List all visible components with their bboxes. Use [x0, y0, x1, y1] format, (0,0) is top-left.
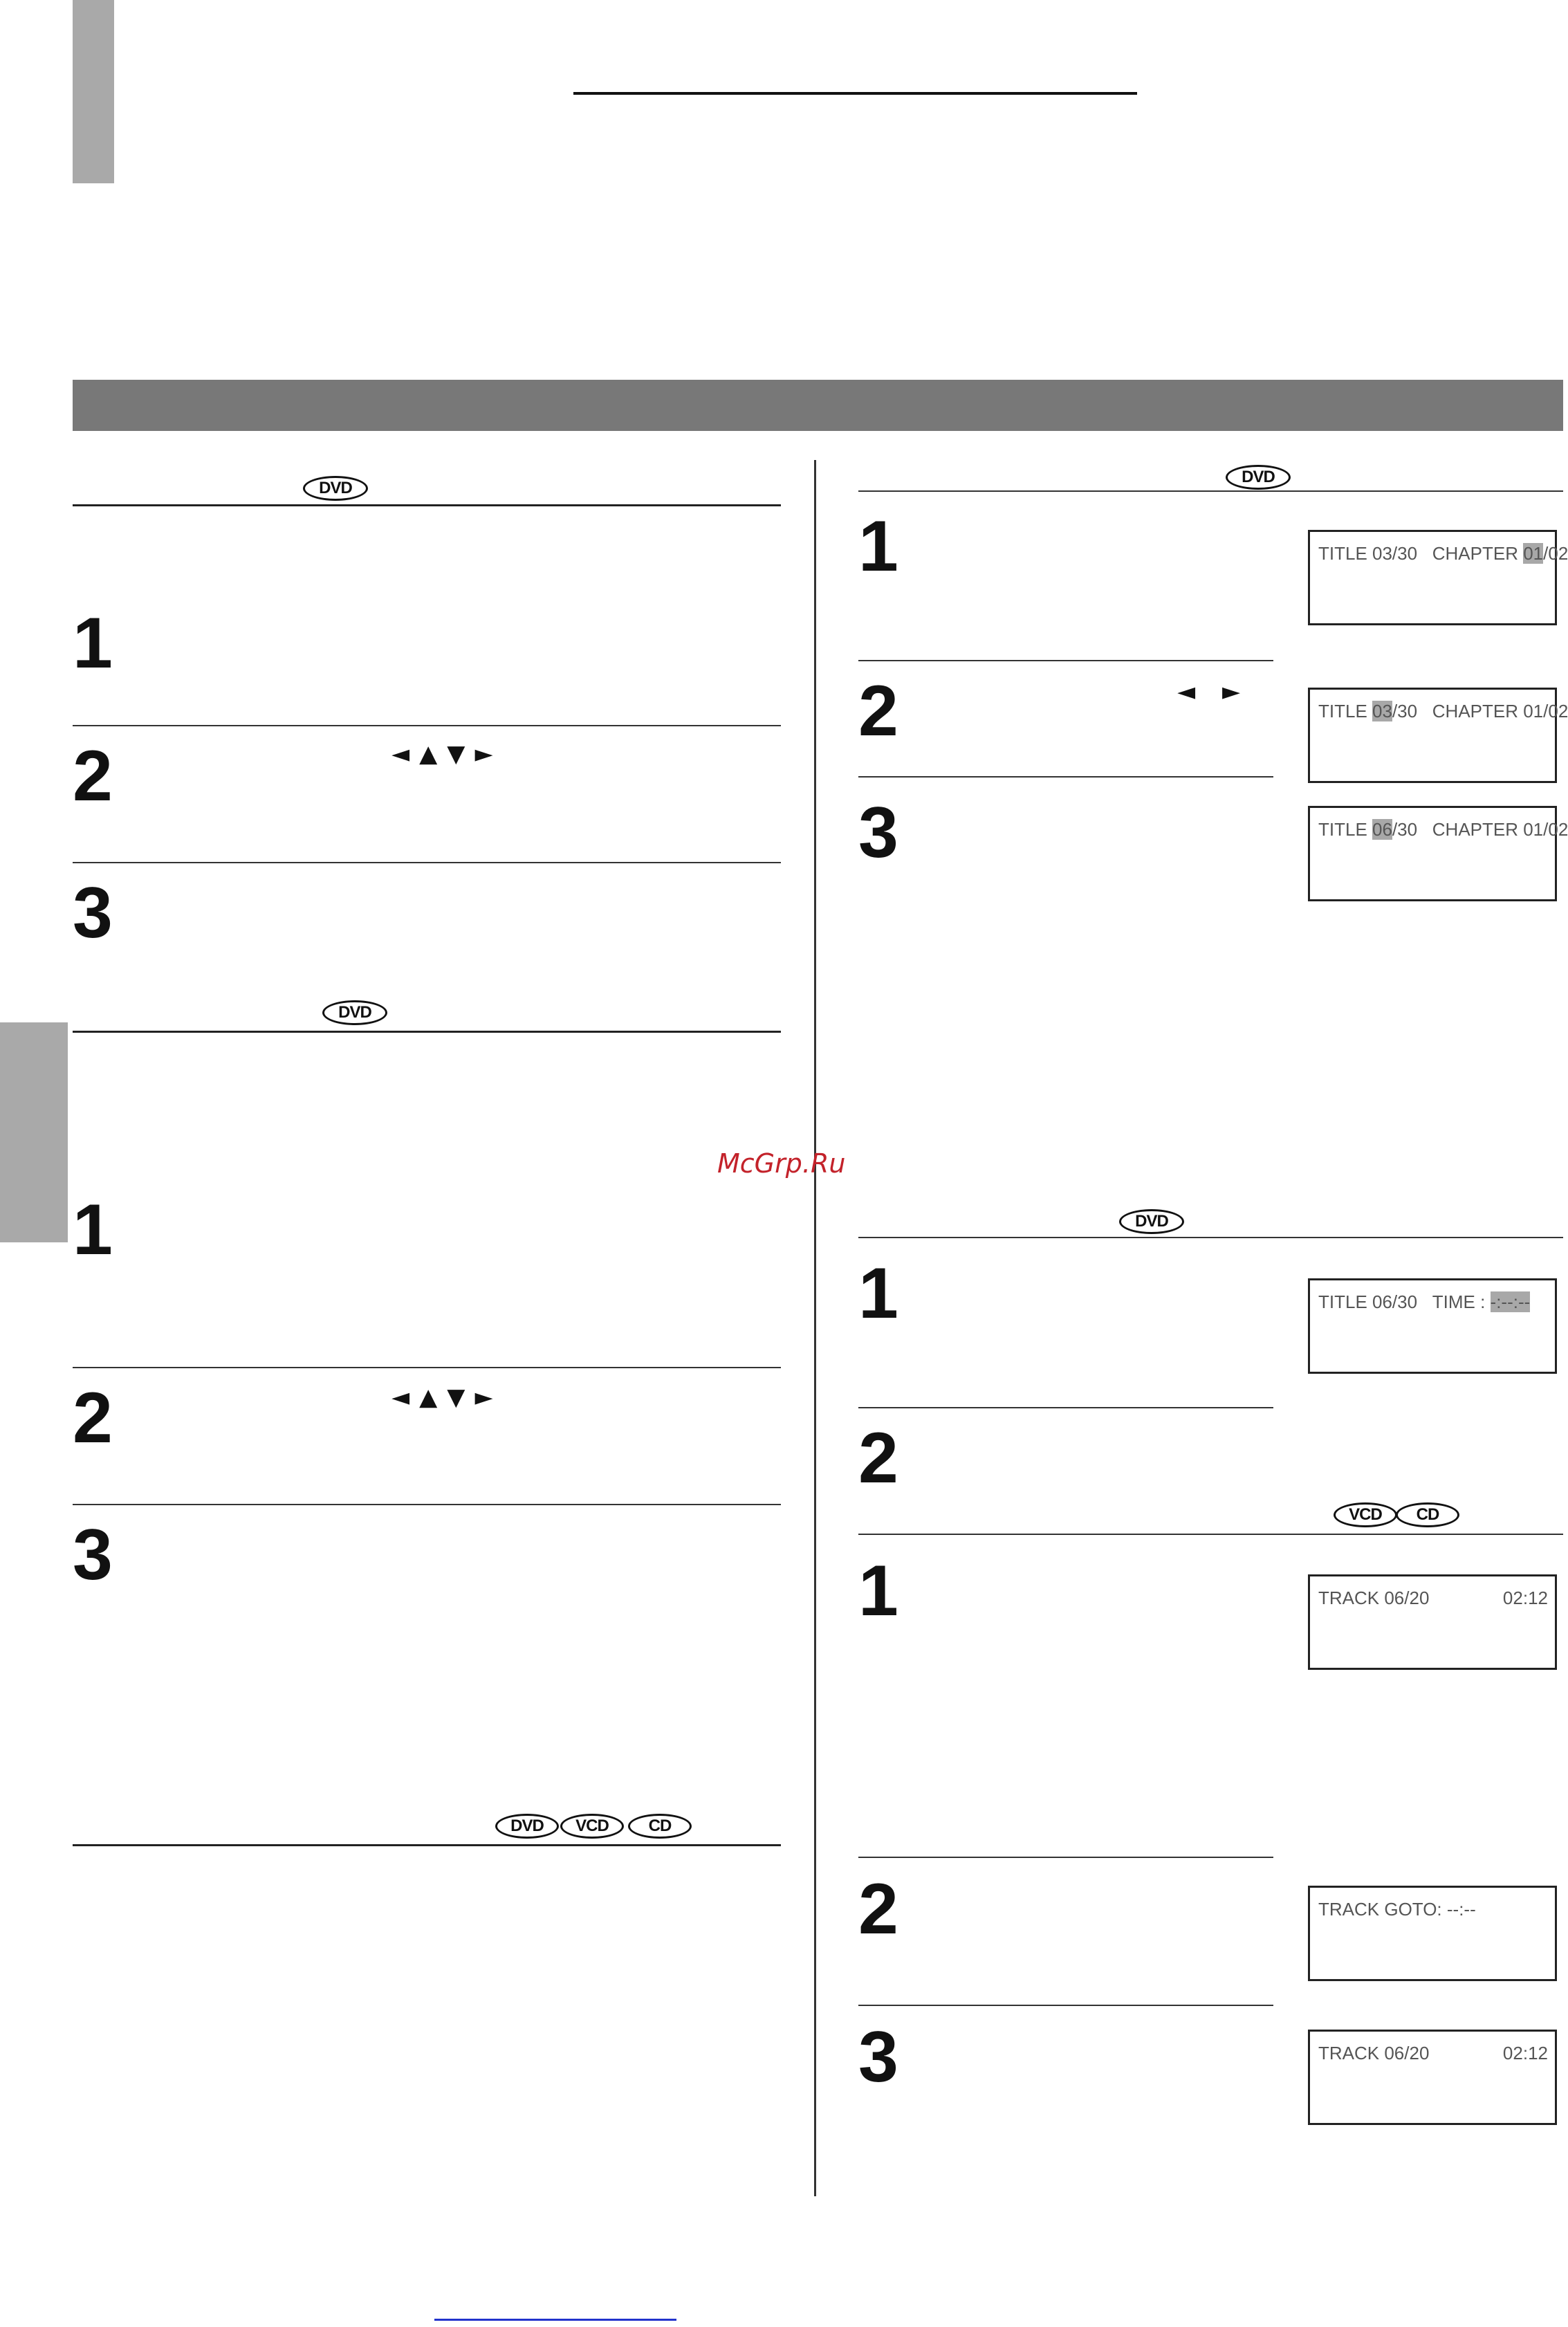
step-number: 2 — [858, 1418, 898, 1498]
left-right-arrows-icon: ◄ ► — [1177, 678, 1251, 706]
osd-display-title-time — [1308, 1278, 1557, 1374]
dvd-badge — [1226, 465, 1291, 490]
osd-track: TRACK 06/20 — [1318, 2043, 1430, 2063]
step-number: 3 — [858, 793, 898, 873]
dvd-badge — [303, 476, 368, 501]
osd-title-label: TITLE — [1318, 819, 1373, 840]
osd-chapter-total: /02 — [1543, 543, 1568, 564]
section-tab-side — [0, 1022, 68, 1242]
section-rule — [73, 504, 781, 506]
cd-badge-label: CD — [648, 1816, 672, 1835]
osd-chapter-label: CHAPTER — [1432, 543, 1524, 564]
osd-title-label: TITLE — [1318, 701, 1373, 721]
step-number: 1 — [858, 506, 898, 587]
dvd-badge-label: DVD — [338, 1003, 371, 1022]
osd-display-title-chapter — [1308, 688, 1568, 783]
section-rule — [73, 1844, 781, 1846]
footer-link-underline[interactable] — [434, 2319, 676, 2321]
step-number: 3 — [73, 1515, 113, 1595]
vcd-badge — [1334, 1502, 1397, 1527]
section-header-band — [73, 380, 1563, 431]
section-tab-top — [73, 0, 114, 183]
osd-title: TITLE 03/30 — [1318, 543, 1418, 564]
section-rule — [858, 1237, 1563, 1238]
vcd-badge — [560, 1814, 624, 1839]
osd-display-track — [1308, 2030, 1557, 2125]
section-rule — [73, 1031, 781, 1033]
step-number: 1 — [73, 603, 113, 683]
navigation-arrows-icon: ◄▲▼► — [391, 740, 503, 768]
osd-title: TITLE 06/30 — [1318, 1291, 1418, 1312]
step-number: 1 — [73, 1190, 113, 1270]
title-underline — [573, 92, 1137, 95]
step-number: 2 — [858, 671, 898, 751]
step-rule — [858, 776, 1273, 778]
osd-title-highlight: 03 — [1372, 701, 1392, 721]
dvd-badge-label: DVD — [510, 1816, 544, 1835]
vcd-badge-label: VCD — [575, 1816, 609, 1835]
osd-chapter: CHAPTER 01/02 — [1432, 819, 1568, 840]
osd-title-total: /30 — [1392, 819, 1418, 840]
dvd-badge — [495, 1814, 559, 1839]
step-number: 2 — [858, 1869, 898, 1949]
dvd-badge — [1119, 1209, 1184, 1234]
step-number: 3 — [858, 2017, 898, 2097]
osd-track-time: 02:12 — [1502, 2043, 1548, 2063]
step-number: 2 — [73, 1378, 113, 1458]
step-rule — [858, 1407, 1273, 1408]
step-rule — [858, 2005, 1273, 2006]
osd-track: TRACK 06/20 — [1318, 1588, 1430, 1608]
step-rule — [73, 862, 781, 863]
step-rule — [858, 660, 1273, 661]
column-divider — [814, 460, 816, 2196]
dvd-badge-label: DVD — [1242, 468, 1275, 486]
osd-title-highlight: 06 — [1372, 819, 1392, 840]
vcd-badge-label: VCD — [1349, 1505, 1382, 1524]
step-number: 3 — [73, 873, 113, 953]
osd-display-title-chapter — [1308, 530, 1568, 625]
step-rule — [73, 1504, 781, 1505]
step-rule — [858, 1857, 1273, 1858]
osd-chapter: CHAPTER 01/02 — [1432, 701, 1568, 721]
cd-badge — [628, 1814, 692, 1839]
dvd-badge — [322, 1000, 387, 1025]
cd-badge — [1396, 1502, 1459, 1527]
navigation-arrows-icon: ◄▲▼► — [391, 1383, 503, 1411]
osd-time-highlight: -:--:-- — [1490, 1291, 1531, 1312]
osd-display-track — [1308, 1574, 1557, 1670]
step-number: 1 — [858, 1551, 898, 1631]
dvd-badge-label: DVD — [1135, 1212, 1168, 1231]
osd-track-time: 02:12 — [1502, 1588, 1548, 1608]
step-number: 2 — [73, 736, 113, 816]
watermark: McGrp.Ru — [717, 1148, 846, 1179]
dvd-badge-label: DVD — [319, 479, 352, 497]
osd-time-label: TIME : — [1432, 1291, 1491, 1312]
osd-display-track-goto — [1308, 1886, 1557, 1981]
step-rule — [73, 725, 781, 726]
section-rule — [858, 1534, 1563, 1535]
step-rule — [73, 1367, 781, 1368]
osd-chapter-highlight: 01 — [1523, 543, 1544, 564]
step-number: 1 — [858, 1253, 898, 1334]
osd-title-total: /30 — [1392, 701, 1418, 721]
section-rule — [858, 490, 1563, 492]
osd-track-goto: TRACK GOTO: --:-- — [1318, 1899, 1476, 1920]
cd-badge-label: CD — [1416, 1505, 1439, 1524]
osd-display-title-chapter — [1308, 806, 1568, 901]
